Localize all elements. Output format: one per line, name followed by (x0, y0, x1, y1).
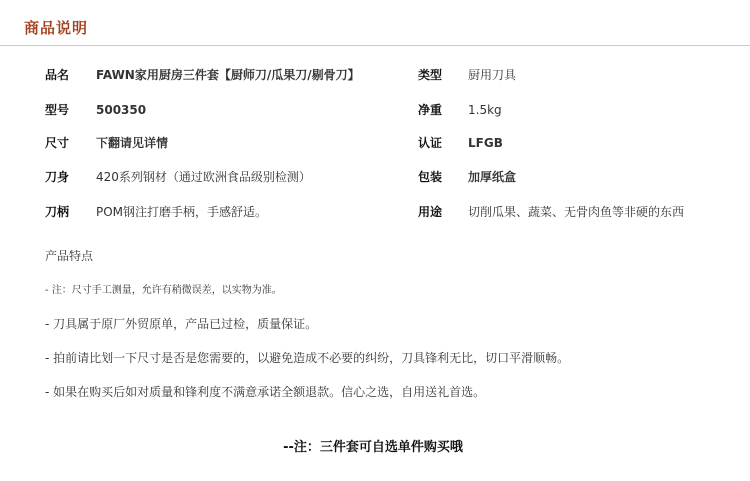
feature-note: - 注：尺寸手工测量，允许有稍微误差，以实物为准。 (45, 285, 282, 296)
spec-value-size: 下翻请见详情 (96, 136, 169, 150)
features-title: 产品特点 (45, 249, 94, 263)
spec-value-weight: 1.5kg (468, 103, 502, 117)
spec-value-blade: 420系列钢材（通过欧洲食品级别检测） (96, 170, 311, 184)
spec-key-packaging: 包装 (418, 170, 443, 184)
section-header (0, 0, 750, 50)
spec-value-model: 500350 (96, 103, 147, 117)
spec-value-packaging: 加厚纸盒 (468, 170, 517, 184)
footer-note-text: --注：三件套可自选单件购买哦 (283, 440, 463, 455)
spec-key-certification: 认证 (418, 136, 443, 150)
spec-key-blade: 刀身 (45, 170, 70, 184)
footer-note (0, 439, 750, 457)
spec-value-certification: LFGB (468, 136, 503, 150)
spec-value-name: FAWN家用厨房三件套【厨师刀/瓜果刀/剔骨刀】 (96, 68, 360, 82)
header-divider (0, 45, 750, 46)
spec-key-model: 型号 (45, 103, 70, 117)
section-title: 商品说明 (24, 19, 89, 37)
spec-key-weight: 净重 (418, 103, 443, 117)
spec-key-name: 品名 (45, 68, 70, 82)
spec-row-name (0, 66, 750, 86)
spec-value-handle: POM钢注打磨手柄，手感舒适。 (96, 205, 268, 219)
feature-note: - 拍前请比划一下尺寸是否是您需要的，以避免造成不必要的纠纷，刀具锋利无比，切口平滑顺畅。 (45, 351, 570, 365)
spec-key-usage: 用途 (418, 205, 443, 219)
spec-value-usage: 切削瓜果、蔬菜、无骨肉鱼等非硬的东西 (468, 205, 685, 219)
spec-row-blade (0, 168, 750, 188)
spec-row-size (0, 134, 750, 154)
spec-row-model (0, 101, 750, 121)
spec-key-type: 类型 (418, 68, 443, 82)
feature-note: - 刀具属于原厂外贸原单，产品已过检，质量保证。 (45, 317, 318, 331)
spec-key-handle: 刀柄 (45, 205, 70, 219)
feature-note: - 如果在购买后如对质量和锋利度不满意承诺全额退款。信心之选，自用送礼首选。 (45, 385, 486, 399)
spec-value-type: 厨用刀具 (468, 68, 517, 82)
spec-key-size: 尺寸 (45, 136, 70, 150)
spec-row-handle (0, 203, 750, 223)
